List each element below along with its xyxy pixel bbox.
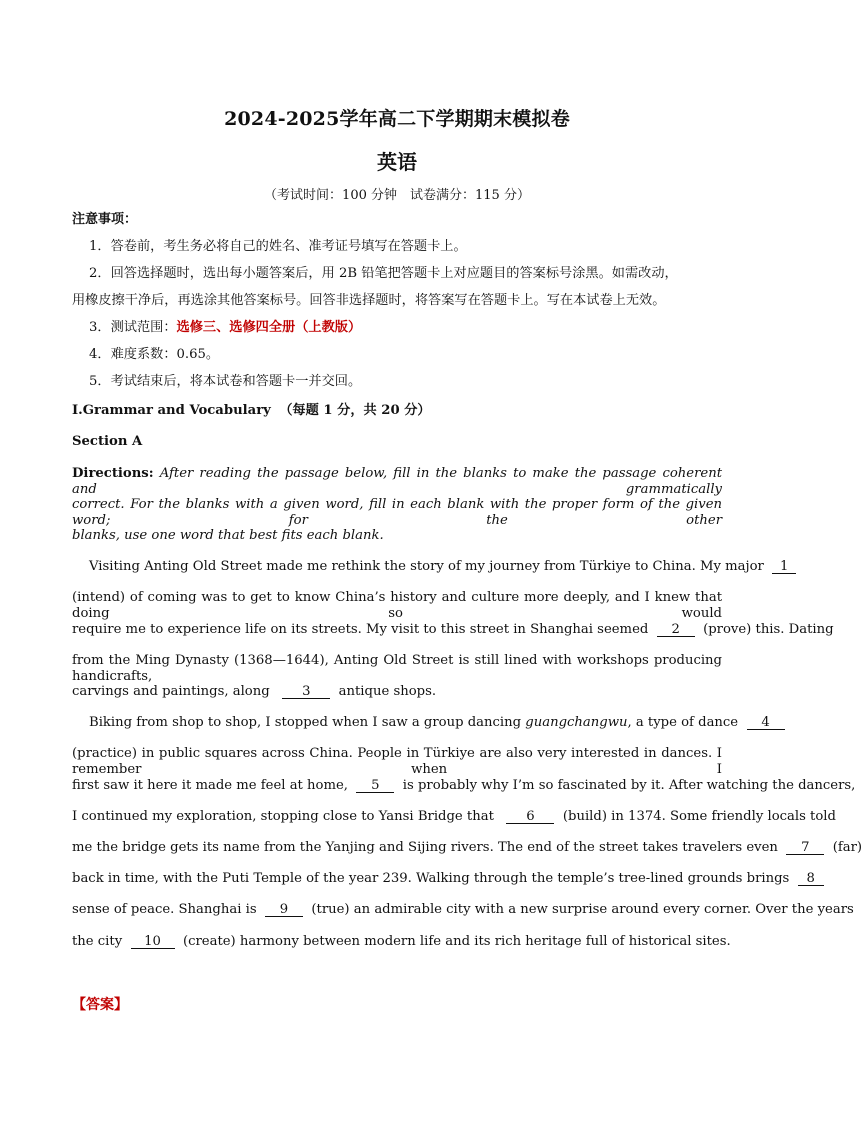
note-item-2-line-2: 用橡皮擦干净后，再选涂其他答案标号。回答非选择题时，将答案写在答题卡上。写在本试卷上无效。 xyxy=(72,293,666,308)
passage-text: (prove) this. Dating xyxy=(703,622,834,637)
blank-8: 8 xyxy=(798,872,824,886)
passage-p1-line-3 xyxy=(72,622,834,638)
passage-text: me the bridge gets its name from the Yanjing and Sijing rivers. The end of the street takes travelers even xyxy=(72,840,778,855)
passage-text: require me to experience life on its streets. My visit to this street in Shanghai seemed xyxy=(72,622,649,637)
passage-text: is probably why I’m so fascinated by it. After watching the dancers, xyxy=(402,778,856,793)
note-item-5: 5．考试结束后，将本试卷和答题卡一并交回。 xyxy=(89,374,362,389)
part-title: I.Grammar and Vocabulary xyxy=(72,403,271,418)
subject-title: 英语 xyxy=(377,150,417,174)
passage-p1-line-1 xyxy=(89,559,789,575)
directions-line-2: correct. For the blanks with a given word, fill in each blank with the proper form of the given word; for the other xyxy=(72,497,722,528)
passage-text: I continued my exploration, stopping close to Yansi Bridge that xyxy=(72,809,494,824)
exam-info: （考试时间：100 分钟 试卷满分：115 分） xyxy=(264,188,530,203)
passage-p2-line-7 xyxy=(72,902,854,918)
passage-text: , a type of dance xyxy=(627,715,739,730)
blank-6: 6 xyxy=(506,810,554,824)
passage-text: antique shops. xyxy=(338,684,437,699)
exam-title: 2024-2025学年高二下学期期末模拟卷 xyxy=(224,108,570,130)
directions-text-1: After reading the passage below, fill in the blanks to make the passage coherent and grammatically xyxy=(72,466,722,497)
directions-line-1 xyxy=(72,466,722,498)
passage-p2-line-1 xyxy=(89,715,770,731)
blank-5: 5 xyxy=(356,779,394,793)
passage-text: (true) an admirable city with a new surprise around every corner. Over the years xyxy=(311,902,854,917)
test-scope: 选修三、选修四全册（上教版） xyxy=(176,320,362,335)
passage-p1-line-5 xyxy=(72,684,722,700)
passage-text: carvings and paintings, along xyxy=(72,684,270,699)
passage-p2-line-6 xyxy=(72,871,815,887)
passage-p2-line-4 xyxy=(72,809,836,825)
blank-2: 2 xyxy=(657,623,695,637)
passage-text: Biking from shop to shop, I stopped when I saw a group dancing xyxy=(89,715,522,730)
passage-text: back in time, with the Puti Temple of the year 239. Walking through the temple’s tree-lined grounds brings xyxy=(72,871,790,886)
passage-text: Visiting Anting Old Street made me rethink the story of my journey from Türkiye to China. My major xyxy=(89,559,764,574)
passage-p1-line-4: from the Ming Dynasty (1368—1644), Anting Old Street is still lined with workshops producing handicrafts, xyxy=(72,653,722,684)
notes-heading: 注意事项： xyxy=(72,212,138,227)
section-title: Section A xyxy=(72,434,143,449)
passage-italic-term: guangchangwu xyxy=(525,715,628,730)
passage-text: the city xyxy=(72,934,123,949)
passage-p2-line-8 xyxy=(72,934,731,950)
passage-text: sense of peace. Shanghai is xyxy=(72,902,257,917)
directions-label: Directions: xyxy=(72,466,154,481)
passage-text: first saw it here it made me feel at home, xyxy=(72,778,348,793)
answer-label: 【答案】 xyxy=(72,997,128,1013)
blank-7: 7 xyxy=(786,841,824,855)
note-item-2-line-1: 2．回答选择题时，选出每小题答案后，用 2B 铅笔把答题卡上对应题目的答案标号涂黑。如需改动， xyxy=(89,266,678,281)
note-item-3-prefix: 3．测试范围： xyxy=(89,320,177,335)
part-heading xyxy=(72,403,722,419)
passage-text: (build) in 1374. Some friendly locals told xyxy=(562,809,836,824)
passage-p2-line-2: (practice) in public squares across China. People in Türkiye are also very interested in dances. I remember when I xyxy=(72,746,722,777)
blank-9: 9 xyxy=(265,903,303,917)
directions-line-3: blanks, use one word that best fits each blank. xyxy=(72,528,384,543)
note-item-3 xyxy=(89,320,739,336)
passage-text: (far) xyxy=(832,840,862,855)
part-score: （每题 1 分，共 20 分） xyxy=(279,403,431,418)
blank-3: 3 xyxy=(282,685,330,699)
blank-10: 10 xyxy=(131,935,175,949)
blank-4: 4 xyxy=(747,716,785,730)
blank-1: 1 xyxy=(772,560,796,574)
passage-text: (create) harmony between modern life and its rich heritage full of historical sites. xyxy=(182,934,731,949)
note-item-1: 1．答卷前，考生务必将自己的姓名、准考证号填写在答题卡上。 xyxy=(89,239,467,254)
passage-p1-line-2: (intend) of coming was to get to know China’s history and culture more deeply, and I knew that doing so would xyxy=(72,590,722,621)
note-item-4: 4．难度系数：0.65。 xyxy=(89,347,220,362)
passage-p2-line-5 xyxy=(72,840,862,856)
passage-p2-line-3 xyxy=(72,778,856,794)
